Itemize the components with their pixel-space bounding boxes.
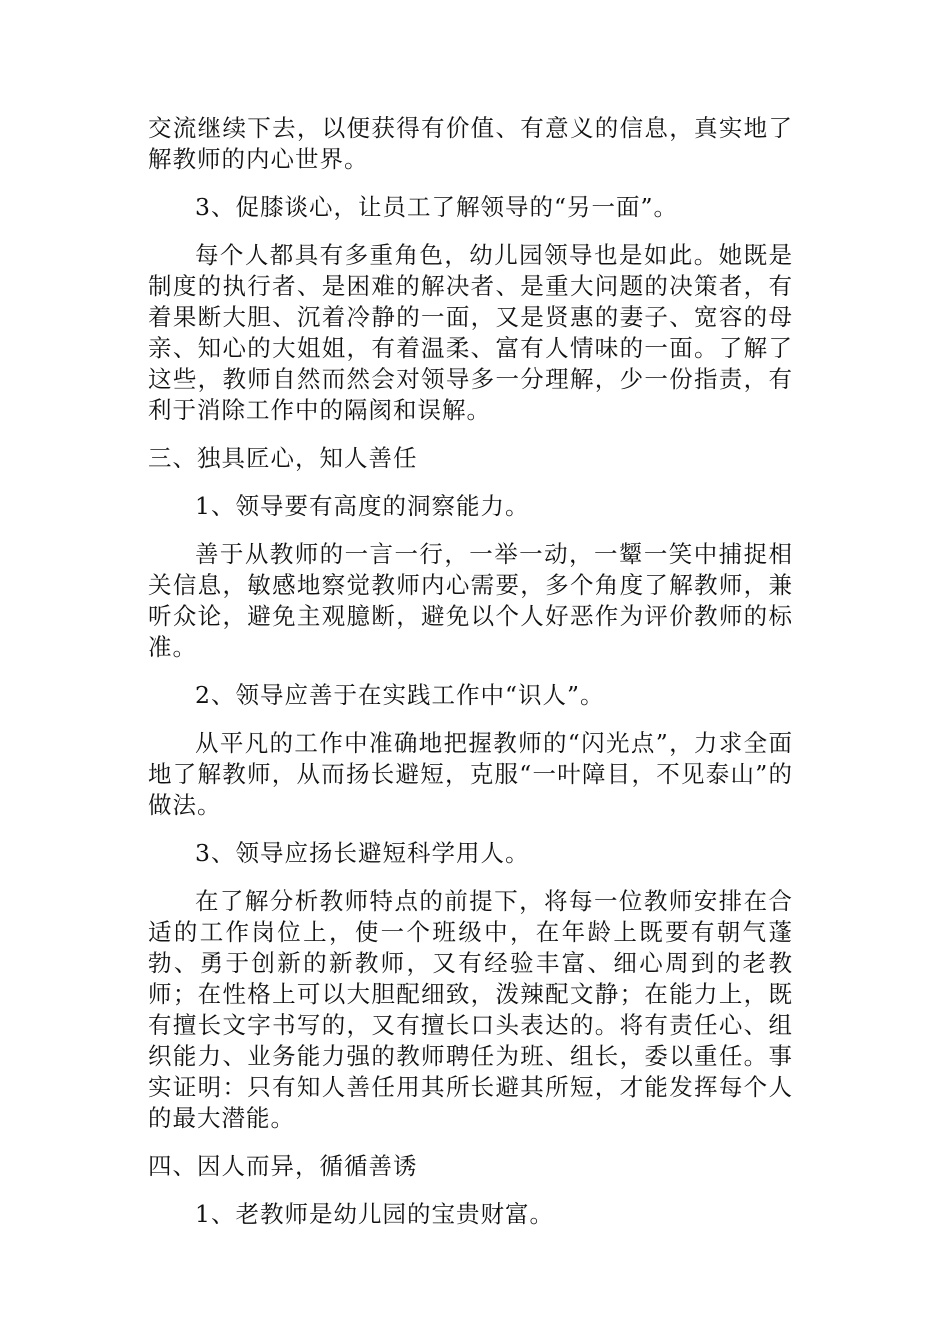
section-heading-3: 三、独具匠心，知人善任 [148, 444, 418, 472]
paragraph-5: 1、领导要有高度的洞察能力。 [195, 492, 530, 520]
paragraph-7: 2、领导应善于在实践工作中“识人”。 [195, 681, 605, 709]
paragraph-1: 交流继续下去，以便获得有价值、有意义的信息，真实地了解教师的内心世界。 [148, 114, 793, 173]
paragraph-6: 善于从教师的一言一行，一举一动，一颦一笑中捕捉相关信息，敏感地察觉教师内心需要，多个角度了解教师，兼听众论，避免主观臆断，避免以个人好恶作为评价教师的标准。 [148, 540, 793, 661]
paragraph-12: 1、老教师是幼儿园的宝贵财富。 [195, 1200, 554, 1228]
paragraph-3: 每个人都具有多重角色，幼儿园领导也是如此。她既是制度的执行者、是困难的解决者、是重大问题的决策者，有着果断大胆、沉着冷静的一面，又是贤惠的妻子、宽容的母亲、知心的大姐姐，有着温柔、富有人情味的一面。了解了这些，教师自然而然会对领导多一分理解，少一份指责，有利于消除工作中的隔阂和误解。 [148, 241, 793, 424]
section-heading-4: 四、因人而异，循循善诱 [148, 1152, 418, 1180]
paragraph-9: 3、领导应扬长避短科学用人。 [195, 839, 530, 867]
paragraph-10: 在了解分析教师特点的前提下，将每一位教师安排在合适的工作岗位上，使一个班级中，在年龄上既要有朝气蓬勃、勇于创新的新教师，又有经验丰富、细心周到的老教师；在性格上可以大胆配细致，泼辣配文静；在能力上，既有擅长文字书写的，又有擅长口头表达的。将有责任心、组织能力、业务能力强的教师聘任为班、组长，委以重任。事实证明：只有知人善任用其所长避其所短，才能发挥每个人的最大潜能。 [148, 887, 793, 1132]
paragraph-8: 从平凡的工作中准确地把握教师的“闪光点”，力求全面地了解教师，从而扬长避短，克服“一叶障目，不见泰山”的做法。 [148, 729, 793, 819]
document-page [148, 113, 793, 1230]
paragraph-2: 3、促膝谈心，让员工了解领导的“另一面”。 [195, 193, 678, 221]
